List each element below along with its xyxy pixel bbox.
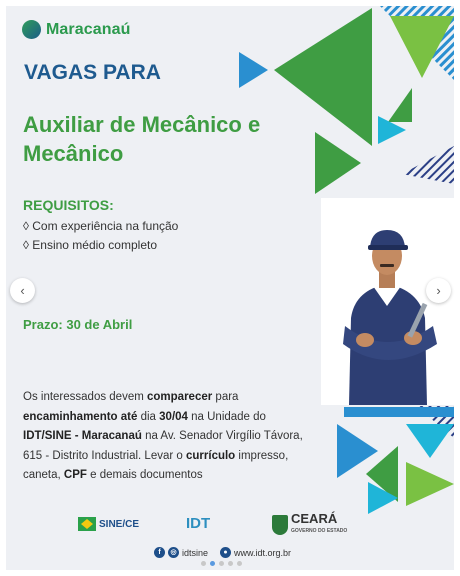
idt-logo: IDT [186,515,211,532]
carousel-dot[interactable] [201,561,206,566]
photo-accent-bar [344,407,454,417]
ceara-subtitle: GOVERNO DO ESTADO [291,528,348,534]
navy-stripe-triangle [402,146,454,184]
carousel-dot[interactable] [228,561,233,566]
light-blue-triangle [406,424,454,458]
brand-logo-icon [22,20,41,39]
requirement-item: ◊ Com experiência na função [23,219,179,233]
ceara-logo-text: CEARÁ GOVERNO DO ESTADO [291,512,347,538]
ceara-shield-icon [272,515,288,535]
carousel-dot-active[interactable] [210,561,215,566]
vagas-heading: VAGAS PARA [24,61,161,84]
carousel-prev-button[interactable]: ‹ [10,278,35,303]
social-handle: idtsine [182,547,209,558]
ceara-logo [272,512,347,538]
partner-logos [76,510,376,538]
carousel-next-button[interactable]: › [426,278,451,303]
carousel-dot[interactable] [237,561,242,566]
green-triangle-pointer [315,132,361,194]
carousel-dot[interactable] [219,561,224,566]
requirements-list [23,217,178,255]
post-card [6,6,454,570]
website-url: www.idt.org.br [234,547,292,558]
green-triangle-small [388,88,412,122]
brand-header [22,20,131,39]
brazil-flag-icon [78,517,96,531]
green-triangle-bottom-right [406,462,454,506]
requirement-item: ◊ Ensino médio completo [23,238,157,252]
social-links [154,547,291,558]
instructions-paragraph: Os interessados devem comparecer para encaminhamento até dia 30/04 na Unidade do IDT/SINE - Maracanaú na Av. Senador Virgílio Távora, 615 - Distrito Industrial. Levar o currículo impresso, caneta, CPF e demais documentos [23,391,303,481]
sine-logo-text: SINE/CE [99,518,140,530]
requirements-title: REQUISITOS: [23,197,114,213]
blue-triangle-left [239,52,268,88]
facebook-icon: f [154,547,165,558]
carousel-indicators [201,561,242,566]
sine-logo [78,517,139,531]
job-title: Auxiliar de Mecânico e Mecânico [23,112,261,166]
deadline: Prazo: 30 de Abril [23,317,133,332]
instagram-icon: ◎ [168,547,179,558]
globe-icon: ● [220,547,231,558]
brand-name: Maracanaú [46,20,131,38]
